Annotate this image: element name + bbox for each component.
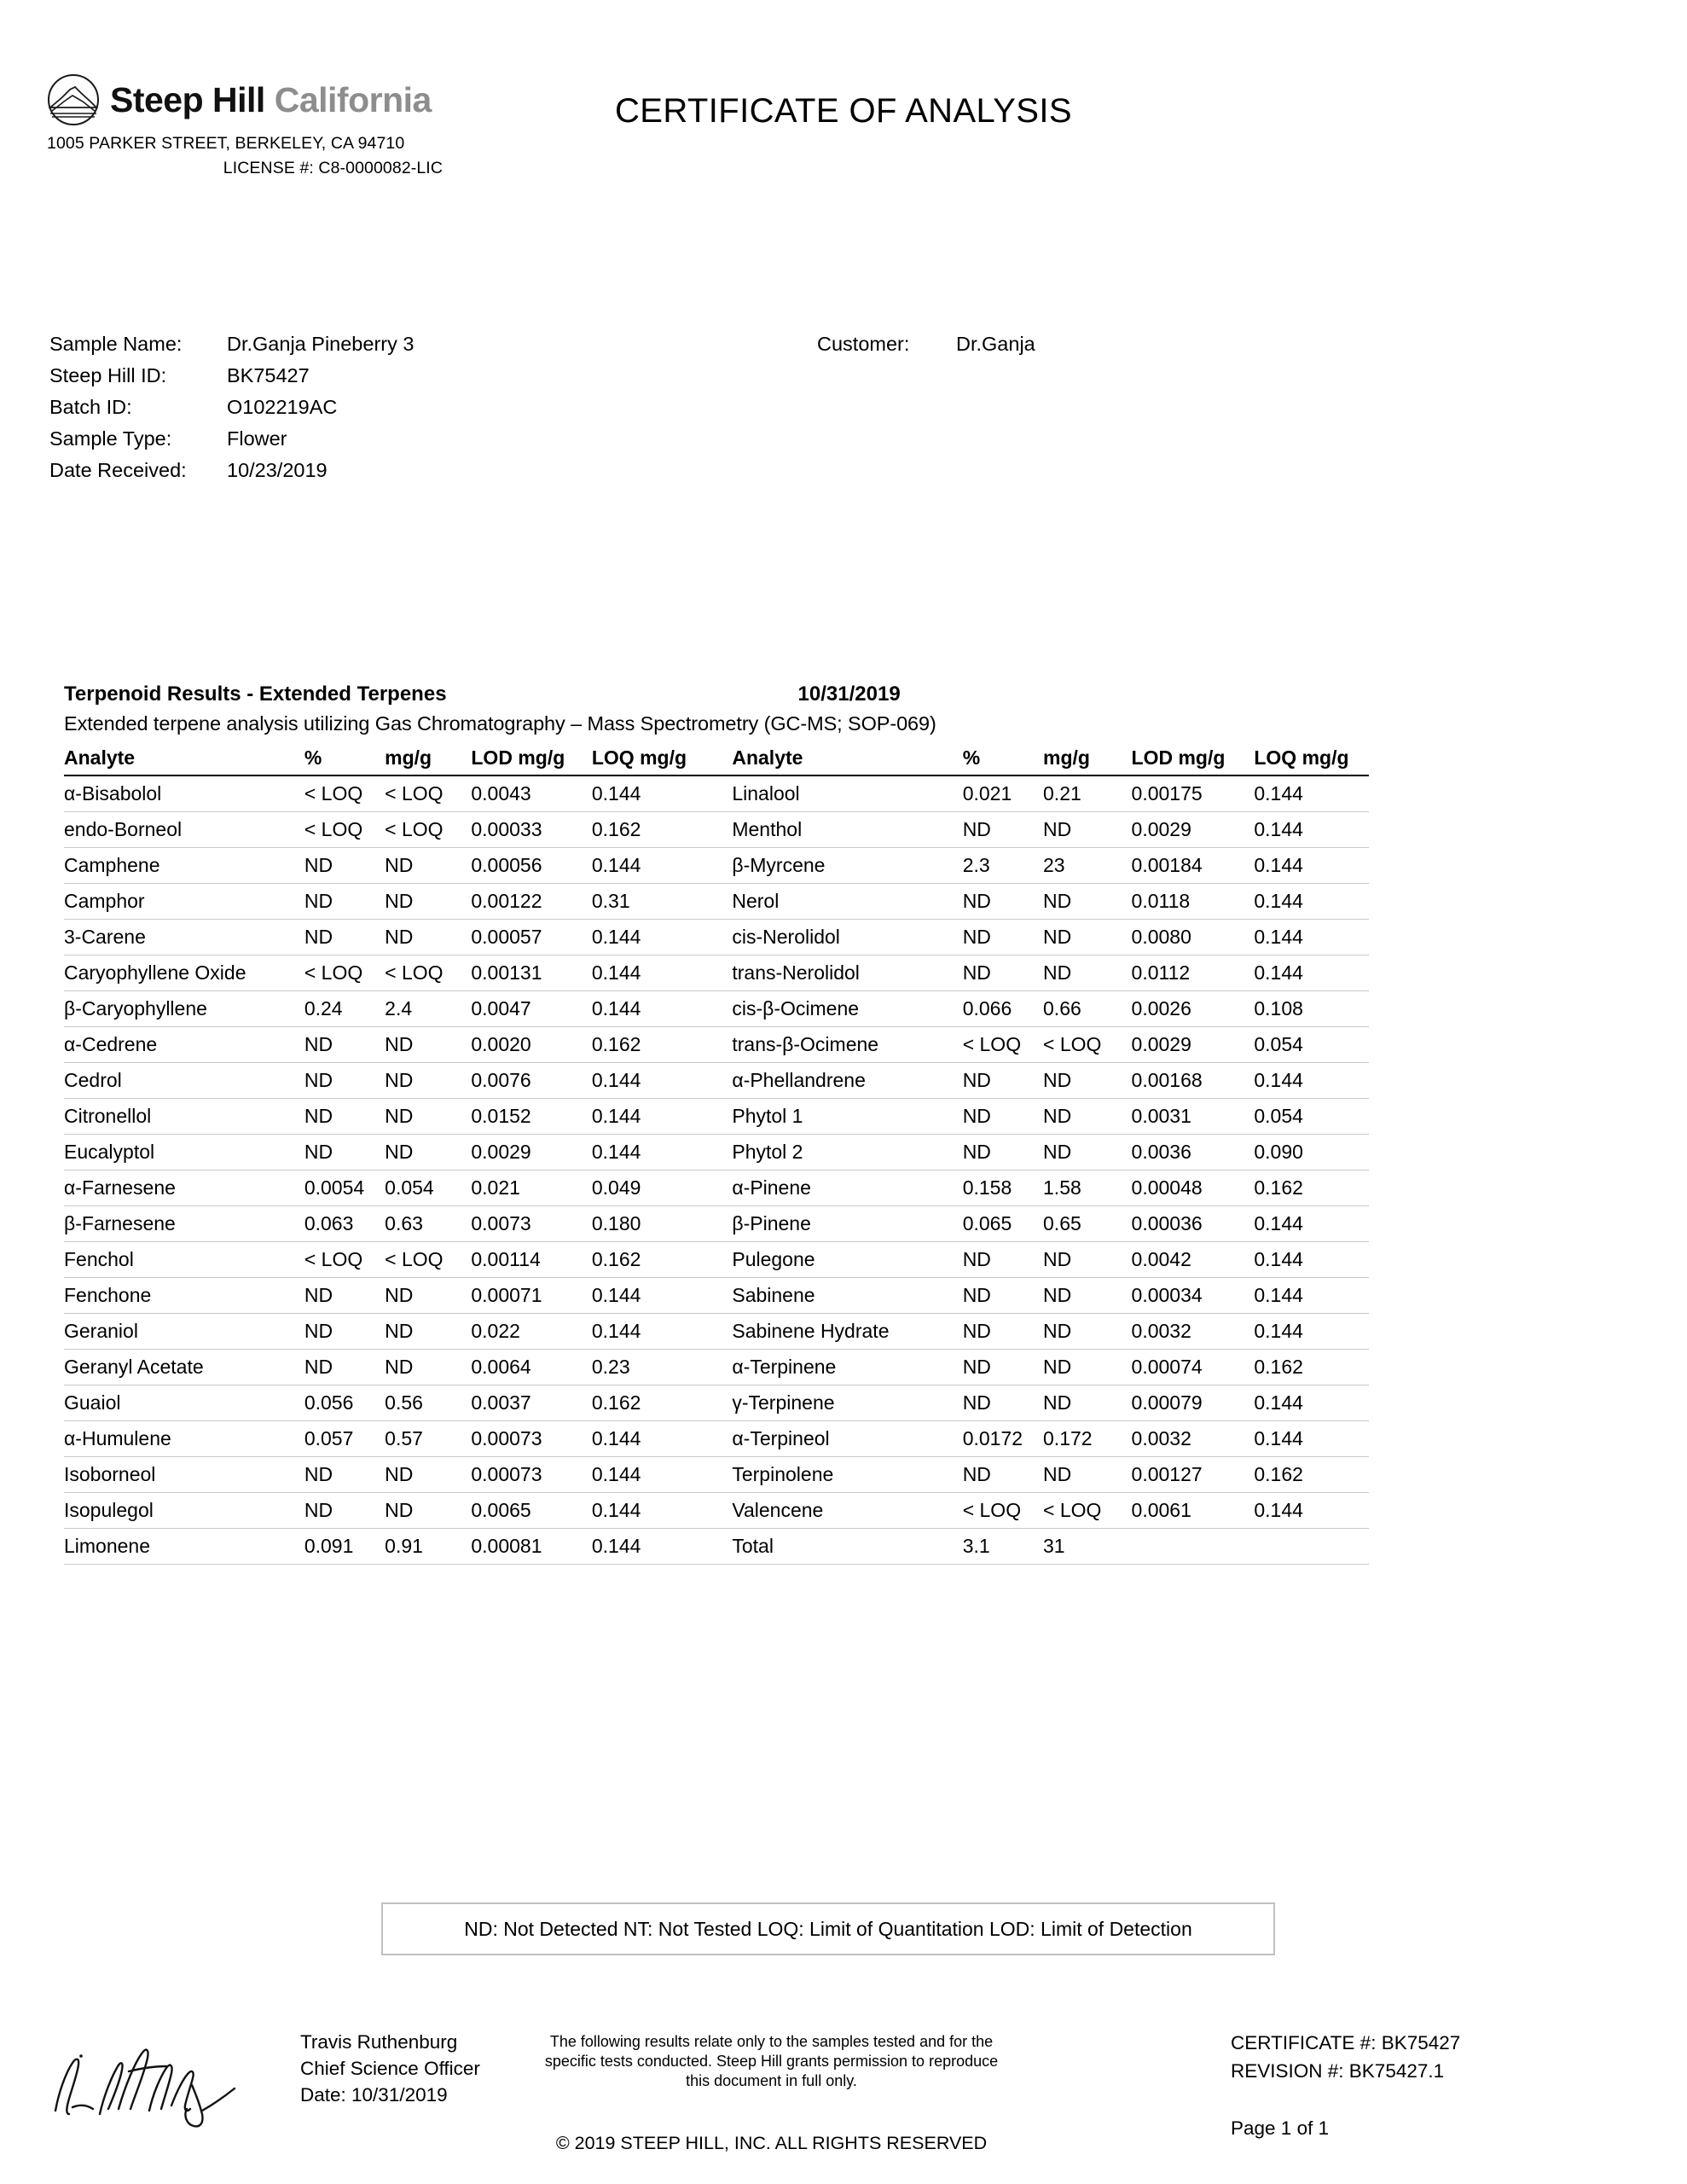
cell-analyte-left: Citronellol — [64, 1099, 304, 1135]
cell-mgg-right: ND — [1043, 1350, 1132, 1385]
cell-mgg-right: ND — [1043, 1099, 1132, 1135]
cell-analyte-right: Phytol 2 — [732, 1135, 962, 1170]
cell-analyte-right: Terpinolene — [732, 1457, 962, 1493]
cell-analyte-left: endo-Borneol — [64, 812, 304, 848]
cell-lod-left: 0.021 — [471, 1170, 591, 1206]
cell-mgg-right: ND — [1043, 1278, 1132, 1314]
cell-mgg-left: ND — [385, 1027, 471, 1063]
cell-loq-right: 0.054 — [1254, 1027, 1369, 1063]
cell-percent-right: 0.0172 — [963, 1421, 1043, 1457]
cell-loq-left: 0.144 — [592, 956, 733, 991]
cell-analyte-left: Fenchol — [64, 1242, 304, 1278]
cell-lod-right: 0.0029 — [1132, 1027, 1255, 1063]
cell-lod-right — [1132, 1529, 1255, 1565]
cell-percent-right: ND — [963, 1278, 1043, 1314]
cell-lod-left: 0.00033 — [471, 812, 591, 848]
signer-name: Travis Ruthenburg — [300, 2031, 458, 2053]
cell-loq-right: 0.144 — [1254, 775, 1369, 812]
table-row — [64, 1063, 1369, 1099]
cell-analyte-left: β-Caryophyllene — [64, 991, 304, 1027]
cell-percent-right: 0.158 — [963, 1170, 1043, 1206]
column-header-analyte-left: Analyte — [64, 744, 304, 775]
brand-secondary: California — [274, 79, 432, 119]
cell-loq-right: 0.144 — [1254, 1493, 1369, 1529]
sample-type-label: Sample Type: — [49, 427, 172, 450]
cell-percent-right: 0.066 — [963, 991, 1043, 1027]
cell-loq-left: 0.31 — [592, 884, 733, 920]
table-row — [64, 1529, 1369, 1565]
cell-mgg-left: 0.57 — [385, 1421, 471, 1457]
cell-mgg-left: ND — [385, 1063, 471, 1099]
cell-loq-right — [1254, 1529, 1369, 1565]
batch-id-label: Batch ID: — [49, 396, 132, 418]
table-row — [64, 1242, 1369, 1278]
cell-mgg-right: < LOQ — [1043, 1027, 1132, 1063]
cell-mgg-right: < LOQ — [1043, 1493, 1132, 1529]
cell-percent-left: ND — [304, 1099, 385, 1135]
table-row — [64, 848, 1369, 884]
cell-loq-left: 0.144 — [592, 1493, 733, 1529]
cell-mgg-right: 1.58 — [1043, 1170, 1132, 1206]
signer-date: Date: 10/31/2019 — [300, 2084, 448, 2106]
cell-loq-left: 0.180 — [592, 1206, 733, 1242]
brand-primary: Steep Hill — [110, 79, 265, 119]
cell-analyte-right: β-Pinene — [732, 1206, 962, 1242]
cell-analyte-right: Sabinene — [732, 1278, 962, 1314]
customer-label: Customer: — [817, 333, 910, 355]
cell-analyte-right: Sabinene Hydrate — [732, 1314, 962, 1350]
column-header-analyte-right: Analyte — [732, 744, 962, 775]
certificate-number: CERTIFICATE #: BK75427 — [1231, 2032, 1461, 2053]
signer-title: Chief Science Officer — [300, 2058, 480, 2079]
customer-value: Dr.Ganja — [956, 333, 1035, 355]
cell-loq-left: 0.162 — [592, 1027, 733, 1063]
cell-analyte-right: Linalool — [732, 775, 962, 812]
cell-percent-left: 0.091 — [304, 1529, 385, 1565]
cell-lod-right: 0.0080 — [1132, 920, 1255, 956]
cell-analyte-left: β-Farnesene — [64, 1206, 304, 1242]
cell-percent-right: ND — [963, 1063, 1043, 1099]
cell-analyte-right: α-Terpineol — [732, 1421, 962, 1457]
cell-loq-left: 0.144 — [592, 991, 733, 1027]
cell-percent-right: ND — [963, 956, 1043, 991]
table-row — [64, 1278, 1369, 1314]
cell-lod-left: 0.00114 — [471, 1242, 591, 1278]
table-row — [64, 1493, 1369, 1529]
steep-hill-id-label: Steep Hill ID: — [49, 364, 167, 386]
cell-percent-left: ND — [304, 1278, 385, 1314]
cell-percent-left: ND — [304, 1493, 385, 1529]
cell-percent-right: ND — [963, 1350, 1043, 1385]
cell-percent-left: ND — [304, 1314, 385, 1350]
column-header-lod-right: LOD mg/g — [1132, 744, 1255, 775]
cell-analyte-left: 3-Carene — [64, 920, 304, 956]
company-license: LICENSE #: C8-0000082-LIC — [223, 159, 443, 177]
page-title: CERTIFICATE OF ANALYSIS — [615, 92, 1072, 130]
cell-analyte-left: α-Humulene — [64, 1421, 304, 1457]
results-section-subtitle: Extended terpene analysis utilizing Gas Chromatography – Mass Spectrometry (GC-MS; SOP-069) — [64, 712, 936, 735]
cell-percent-left: 0.056 — [304, 1385, 385, 1421]
cell-loq-right: 0.144 — [1254, 848, 1369, 884]
cell-percent-right: ND — [963, 812, 1043, 848]
legend-box — [381, 1902, 1275, 1955]
cell-lod-left: 0.00131 — [471, 956, 591, 991]
sample-name-row — [49, 333, 1636, 364]
cell-lod-right: 0.0029 — [1132, 812, 1255, 848]
cell-analyte-left: Limonene — [64, 1529, 304, 1565]
cell-mgg-left: ND — [385, 1457, 471, 1493]
cell-lod-left: 0.00056 — [471, 848, 591, 884]
cell-analyte-right: Valencene — [732, 1493, 962, 1529]
cell-percent-left: ND — [304, 884, 385, 920]
cell-percent-right: ND — [963, 1099, 1043, 1135]
cell-analyte-right: Pulegone — [732, 1242, 962, 1278]
date-received-row — [49, 459, 1636, 491]
cell-lod-left: 0.0076 — [471, 1063, 591, 1099]
cell-mgg-left: 0.054 — [385, 1170, 471, 1206]
cell-analyte-left: Fenchone — [64, 1278, 304, 1314]
sample-name-label: Sample Name: — [49, 333, 183, 355]
cell-lod-right: 0.0036 — [1132, 1135, 1255, 1170]
cell-percent-left: < LOQ — [304, 775, 385, 812]
results-section-title: Terpenoid Results - Extended Terpenes — [64, 682, 447, 706]
cell-lod-right: 0.00175 — [1132, 775, 1255, 812]
cell-loq-right: 0.144 — [1254, 1206, 1369, 1242]
cell-mgg-right: 0.65 — [1043, 1206, 1132, 1242]
cell-mgg-left: ND — [385, 884, 471, 920]
cell-analyte-left: α-Bisabolol — [64, 775, 304, 812]
cell-lod-left: 0.00122 — [471, 884, 591, 920]
cell-loq-left: 0.144 — [592, 775, 733, 812]
cell-mgg-right: ND — [1043, 1314, 1132, 1350]
cell-analyte-left: Camphor — [64, 884, 304, 920]
table-row — [64, 956, 1369, 991]
cell-mgg-left: < LOQ — [385, 956, 471, 991]
cell-loq-right: 0.144 — [1254, 812, 1369, 848]
batch-id-value: O102219AC — [227, 396, 338, 418]
column-header-percent-left: % — [304, 744, 385, 775]
cell-percent-right: < LOQ — [963, 1493, 1043, 1529]
cell-percent-right: ND — [963, 1135, 1043, 1170]
cell-lod-left: 0.0037 — [471, 1385, 591, 1421]
cell-analyte-left: Isoborneol — [64, 1457, 304, 1493]
cell-mgg-left: 0.91 — [385, 1529, 471, 1565]
table-row — [64, 991, 1369, 1027]
batch-id-row — [49, 396, 1636, 427]
cell-lod-right: 0.00127 — [1132, 1457, 1255, 1493]
cell-analyte-right: α-Pinene — [732, 1170, 962, 1206]
cell-lod-right: 0.00036 — [1132, 1206, 1255, 1242]
cell-lod-left: 0.00071 — [471, 1278, 591, 1314]
cell-lod-right: 0.00168 — [1132, 1063, 1255, 1099]
cell-lod-left: 0.0020 — [471, 1027, 591, 1063]
cell-loq-right: 0.144 — [1254, 956, 1369, 991]
terpenoid-results-table — [64, 744, 1369, 1565]
cell-lod-left: 0.0152 — [471, 1099, 591, 1135]
cell-loq-left: 0.144 — [592, 1278, 733, 1314]
cell-loq-left: 0.144 — [592, 1063, 733, 1099]
cell-analyte-right: trans-Nerolidol — [732, 956, 962, 991]
table-row — [64, 1457, 1369, 1493]
table-row — [64, 884, 1369, 920]
cell-loq-right: 0.144 — [1254, 1278, 1369, 1314]
cell-mgg-left: < LOQ — [385, 775, 471, 812]
cell-lod-right: 0.0026 — [1132, 991, 1255, 1027]
cell-mgg-right: ND — [1043, 884, 1132, 920]
cell-loq-right: 0.162 — [1254, 1457, 1369, 1493]
column-header-percent-right: % — [963, 744, 1043, 775]
cell-analyte-left: Cedrol — [64, 1063, 304, 1099]
table-row — [64, 1027, 1369, 1063]
cell-percent-left: 0.063 — [304, 1206, 385, 1242]
cell-lod-left: 0.022 — [471, 1314, 591, 1350]
cell-analyte-right: α-Terpinene — [732, 1350, 962, 1385]
cell-analyte-left: Geranyl Acetate — [64, 1350, 304, 1385]
page-header — [0, 73, 1687, 210]
cell-mgg-right: 23 — [1043, 848, 1132, 884]
cell-analyte-left: α-Cedrene — [64, 1027, 304, 1063]
cell-mgg-right: ND — [1043, 920, 1132, 956]
cell-percent-right: ND — [963, 920, 1043, 956]
cell-percent-left: ND — [304, 1063, 385, 1099]
cell-lod-right: 0.0032 — [1132, 1314, 1255, 1350]
cell-lod-right: 0.0061 — [1132, 1493, 1255, 1529]
table-row — [64, 920, 1369, 956]
cell-percent-left: ND — [304, 1350, 385, 1385]
table-header-row — [64, 744, 1369, 775]
cell-percent-right: 2.3 — [963, 848, 1043, 884]
cell-analyte-left: Geraniol — [64, 1314, 304, 1350]
revision-number: REVISION #: BK75427.1 — [1231, 2060, 1445, 2082]
cell-loq-right: 0.162 — [1254, 1350, 1369, 1385]
cell-lod-left: 0.0043 — [471, 775, 591, 812]
page-footer — [0, 2022, 1687, 2184]
cell-percent-left: ND — [304, 848, 385, 884]
cell-percent-right: 0.021 — [963, 775, 1043, 812]
cell-mgg-left: < LOQ — [385, 1242, 471, 1278]
cell-percent-right: ND — [963, 1314, 1043, 1350]
cell-loq-left: 0.144 — [592, 1529, 733, 1565]
cell-percent-left: 0.24 — [304, 991, 385, 1027]
cell-loq-right: 0.144 — [1254, 1314, 1369, 1350]
sample-name-value: Dr.Ganja Pineberry 3 — [227, 333, 415, 355]
cell-loq-right: 0.144 — [1254, 1421, 1369, 1457]
cell-lod-right: 0.00074 — [1132, 1350, 1255, 1385]
cell-mgg-right: ND — [1043, 1457, 1132, 1493]
cell-loq-right: 0.054 — [1254, 1099, 1369, 1135]
copyright-text: © 2019 STEEP HILL, INC. ALL RIGHTS RESERVED — [555, 2133, 988, 2153]
results-section-date: 10/31/2019 — [797, 682, 901, 706]
table-row — [64, 812, 1369, 848]
cell-lod-left: 0.0047 — [471, 991, 591, 1027]
cell-percent-right: ND — [963, 1242, 1043, 1278]
sample-info-block — [49, 333, 1636, 491]
cell-lod-right: 0.00048 — [1132, 1170, 1255, 1206]
cell-analyte-left: Caryophyllene Oxide — [64, 956, 304, 991]
cell-lod-right: 0.0118 — [1132, 884, 1255, 920]
cell-analyte-right: γ-Terpinene — [732, 1385, 962, 1421]
cell-loq-right: 0.144 — [1254, 920, 1369, 956]
cell-mgg-left: ND — [385, 1135, 471, 1170]
table-row — [64, 1350, 1369, 1385]
column-header-loq-left: LOQ mg/g — [592, 744, 733, 775]
cell-loq-left: 0.144 — [592, 920, 733, 956]
cell-analyte-right: Total — [732, 1529, 962, 1565]
cell-lod-left: 0.00073 — [471, 1421, 591, 1457]
cell-loq-left: 0.144 — [592, 848, 733, 884]
cell-mgg-right: ND — [1043, 1135, 1132, 1170]
signer-block — [300, 2029, 480, 2108]
cell-percent-right: ND — [963, 1385, 1043, 1421]
cell-loq-right: 0.144 — [1254, 884, 1369, 920]
cell-mgg-right: ND — [1043, 956, 1132, 991]
cell-lod-right: 0.00034 — [1132, 1278, 1255, 1314]
cell-loq-left: 0.049 — [592, 1170, 733, 1206]
cell-mgg-left: 2.4 — [385, 991, 471, 1027]
cell-percent-left: ND — [304, 1457, 385, 1493]
cell-percent-right: < LOQ — [963, 1027, 1043, 1063]
cell-analyte-right: Phytol 1 — [732, 1099, 962, 1135]
column-header-mgg-right: mg/g — [1043, 744, 1132, 775]
cell-percent-left: ND — [304, 920, 385, 956]
cell-percent-right: ND — [963, 884, 1043, 920]
cell-mgg-right: ND — [1043, 812, 1132, 848]
cell-analyte-left: Guaiol — [64, 1385, 304, 1421]
cell-lod-right: 0.0112 — [1132, 956, 1255, 991]
cell-mgg-left: ND — [385, 848, 471, 884]
cell-mgg-right: ND — [1043, 1242, 1132, 1278]
cell-analyte-right: β-Myrcene — [732, 848, 962, 884]
cell-mgg-left: < LOQ — [385, 812, 471, 848]
cell-lod-right: 0.0032 — [1132, 1421, 1255, 1457]
cell-mgg-right: 0.21 — [1043, 775, 1132, 812]
steep-hill-id-row — [49, 364, 1636, 396]
cell-percent-right: 3.1 — [963, 1529, 1043, 1565]
terpenoid-results-section — [64, 682, 1394, 1565]
cell-lod-left: 0.0064 — [471, 1350, 591, 1385]
sample-type-value: Flower — [227, 427, 287, 450]
cell-mgg-left: 0.63 — [385, 1206, 471, 1242]
results-heading-row — [64, 682, 1394, 706]
cell-mgg-left: ND — [385, 1350, 471, 1385]
cell-loq-right: 0.144 — [1254, 1242, 1369, 1278]
table-row — [64, 1421, 1369, 1457]
cell-percent-left: < LOQ — [304, 1242, 385, 1278]
cell-loq-left: 0.144 — [592, 1314, 733, 1350]
table-row — [64, 1314, 1369, 1350]
handwritten-signature-icon — [47, 2032, 277, 2135]
steep-hill-id-value: BK75427 — [227, 364, 310, 386]
cell-mgg-right: ND — [1043, 1385, 1132, 1421]
cell-loq-left: 0.23 — [592, 1350, 733, 1385]
cell-loq-left: 0.144 — [592, 1099, 733, 1135]
cell-analyte-left: Eucalyptol — [64, 1135, 304, 1170]
cell-lod-right: 0.0042 — [1132, 1242, 1255, 1278]
cell-loq-left: 0.162 — [592, 812, 733, 848]
cell-percent-right: ND — [963, 1457, 1043, 1493]
cell-mgg-left: ND — [385, 1314, 471, 1350]
cell-lod-right: 0.00079 — [1132, 1385, 1255, 1421]
cell-loq-right: 0.090 — [1254, 1135, 1369, 1170]
cell-mgg-right: 0.172 — [1043, 1421, 1132, 1457]
cell-loq-right: 0.108 — [1254, 991, 1369, 1027]
cell-mgg-left: ND — [385, 1278, 471, 1314]
date-received-label: Date Received: — [49, 459, 187, 481]
cell-loq-right: 0.144 — [1254, 1385, 1369, 1421]
cell-lod-left: 0.0065 — [471, 1493, 591, 1529]
cell-percent-left: 0.0054 — [304, 1170, 385, 1206]
cell-analyte-right: cis-Nerolidol — [732, 920, 962, 956]
cell-analyte-right: trans-β-Ocimene — [732, 1027, 962, 1063]
cell-loq-left: 0.144 — [592, 1421, 733, 1457]
cell-lod-left: 0.00081 — [471, 1529, 591, 1565]
cell-analyte-right: α-Phellandrene — [732, 1063, 962, 1099]
page-number: Page 1 of 1 — [1231, 2117, 1330, 2139]
cell-percent-right: 0.065 — [963, 1206, 1043, 1242]
disclaimer-text: The following results relate only to the samples tested and for the specific tests conducted. Steep Hill grants permission to reproduce this document in full only. — [544, 2033, 999, 2089]
cell-lod-right: 0.00184 — [1132, 848, 1255, 884]
cell-mgg-left: ND — [385, 920, 471, 956]
cell-lod-left: 0.0029 — [471, 1135, 591, 1170]
cell-analyte-right: Menthol — [732, 812, 962, 848]
cell-analyte-right: Nerol — [732, 884, 962, 920]
cell-loq-right: 0.162 — [1254, 1170, 1369, 1206]
cell-analyte-left: Isopulegol — [64, 1493, 304, 1529]
legend-text: ND: Not Detected NT: Not Tested LOQ: Limit of Quantitation LOD: Limit of Detection — [464, 1917, 1192, 1940]
table-row — [64, 1099, 1369, 1135]
cell-analyte-left: Camphene — [64, 848, 304, 884]
cell-percent-left: 0.057 — [304, 1421, 385, 1457]
column-header-mgg-left: mg/g — [385, 744, 471, 775]
date-received-value: 10/23/2019 — [227, 459, 328, 481]
cell-mgg-right: 31 — [1043, 1529, 1132, 1565]
cell-mgg-right: ND — [1043, 1063, 1132, 1099]
table-row — [64, 775, 1369, 812]
table-row — [64, 1385, 1369, 1421]
certificate-info-block — [1231, 2029, 1460, 2085]
cell-loq-right: 0.144 — [1254, 1063, 1369, 1099]
cell-percent-left: < LOQ — [304, 812, 385, 848]
cell-loq-left: 0.162 — [592, 1242, 733, 1278]
cell-lod-right: 0.0031 — [1132, 1099, 1255, 1135]
cell-percent-left: ND — [304, 1135, 385, 1170]
table-row — [64, 1135, 1369, 1170]
cell-loq-left: 0.144 — [592, 1135, 733, 1170]
cell-loq-left: 0.162 — [592, 1385, 733, 1421]
cell-lod-left: 0.00057 — [471, 920, 591, 956]
cell-analyte-left: α-Farnesene — [64, 1170, 304, 1206]
table-row — [64, 1170, 1369, 1206]
column-header-loq-right: LOQ mg/g — [1254, 744, 1369, 775]
column-header-lod-left: LOD mg/g — [471, 744, 591, 775]
cell-analyte-right: cis-β-Ocimene — [732, 991, 962, 1027]
cell-mgg-left: 0.56 — [385, 1385, 471, 1421]
cell-mgg-right: 0.66 — [1043, 991, 1132, 1027]
sample-type-row — [49, 427, 1636, 459]
cell-mgg-left: ND — [385, 1493, 471, 1529]
cell-percent-left: ND — [304, 1027, 385, 1063]
cell-lod-left: 0.0073 — [471, 1206, 591, 1242]
table-body — [64, 775, 1369, 1565]
cell-mgg-left: ND — [385, 1099, 471, 1135]
cell-lod-left: 0.00073 — [471, 1457, 591, 1493]
cell-loq-left: 0.144 — [592, 1457, 733, 1493]
cell-percent-left: < LOQ — [304, 956, 385, 991]
company-address: 1005 PARKER STREET, BERKELEY, CA 94710 — [47, 134, 405, 153]
table-row — [64, 1206, 1369, 1242]
